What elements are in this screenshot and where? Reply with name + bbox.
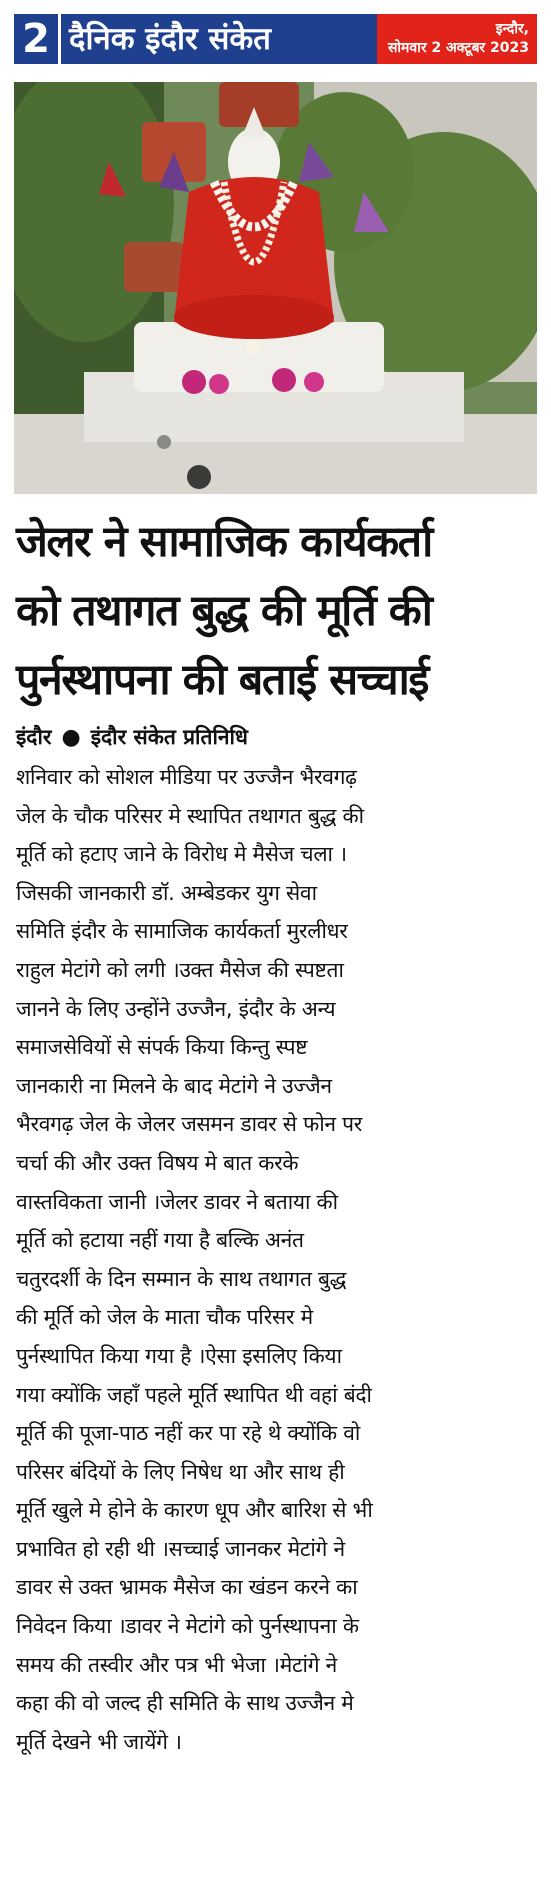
- body-line: वास्तविकता जानी ।जेलर डावर ने बताया की: [16, 1189, 338, 1214]
- headline: [16, 508, 538, 715]
- body-line: चतुरदर्शी के दिन सम्मान के साथ तथागत बुद्ध: [16, 1266, 347, 1291]
- dateline-date: सोमवार 2 अक्टूबर 2023: [387, 40, 529, 56]
- body-line: परिसर बंदियों के लिए निषेध था और साथ ही: [16, 1459, 345, 1484]
- body-line: जेल के चौक परिसर मे स्थापित तथागत बुद्ध की: [16, 803, 364, 828]
- body-line: राहुल मेटांगे को लगी ।उक्त मैसेज की स्पष्टता: [16, 957, 344, 982]
- body-line: जिसकी जानकारी डॉ. अम्बेडकर युग सेवा: [16, 880, 317, 905]
- dateline-city: इन्दौर,: [495, 21, 529, 37]
- headline-line: पुर्नस्थापना की बताई सच्चाई: [16, 655, 428, 705]
- byline: [16, 722, 538, 753]
- body-line: प्रभावित हो रही थी ।सच्चाई जानकर मेटांगे ने: [16, 1536, 345, 1561]
- byline-source: इंदौर संकेत प्रतिनिधि: [90, 725, 248, 749]
- body-line: की मूर्ति को जेल के माता चौक परिसर मे: [16, 1305, 313, 1330]
- body-line: मूर्ति को हटाए जाने के विरोध मे मैसेज चला ।: [16, 842, 347, 867]
- page-number: 2: [14, 14, 58, 64]
- body-line: गया क्योंकि जहाँ पहले मूर्ति स्थापित थी वहां बंदी: [16, 1382, 372, 1407]
- body-line: पुर्नस्थापित किया गया है ।ऐसा इसलिए किया: [16, 1343, 342, 1368]
- body-line: निवेदन किया ।डावर ने मेटांगे को पुर्नस्थापना के: [16, 1614, 359, 1639]
- article-body: [16, 758, 538, 1761]
- byline-place: इंदौर: [16, 725, 52, 749]
- body-line: चर्चा की और उक्त विषय मे बात करके: [16, 1150, 299, 1175]
- statue-photo: [14, 82, 537, 494]
- newspaper-name: दैनिक इंदौर संकेत: [58, 14, 377, 64]
- body-line: डावर से उक्त भ्रामक मैसेज का खंडन करने का: [16, 1575, 358, 1600]
- body-line: कहा की वो जल्द ही समिति के साथ उज्जैन मे: [16, 1691, 354, 1716]
- body-line: समिति इंदौर के सामाजिक कार्यकर्ता मुरलीधर: [16, 919, 348, 944]
- dateline: [377, 14, 537, 64]
- body-line: मूर्ति देखने भी जायेंगे ।: [16, 1729, 182, 1754]
- body-line: समय की तस्वीर और पत्र भी भेजा ।मेटांगे ने: [16, 1652, 337, 1677]
- body-line: जानने के लिए उन्होंने उज्जैन, इंदौर के अन्य: [16, 996, 336, 1021]
- headline-line: जेलर ने सामाजिक कार्यकर्ता: [16, 517, 432, 567]
- body-line: शनिवार को सोशल मीडिया पर उज्जैन भैरवगढ़: [16, 765, 357, 789]
- body-line: समाजसेवियों से संपर्क किया किन्तु स्पष्ट: [16, 1035, 308, 1060]
- body-line: जानकारी ना मिलने के बाद मेटांगे ने उज्जैन: [16, 1073, 332, 1098]
- body-line: भैरवगढ़ जेल के जेलर जसमन डावर से फोन पर: [16, 1112, 363, 1137]
- statue-photo-illustration: [14, 82, 537, 494]
- body-line: मूर्ति की पूजा-पाठ नहीं कर पा रहे थे क्योंकि वो: [16, 1421, 361, 1446]
- body-line: मूर्ति खुले मे होने के कारण धूप और बारिश से भी: [16, 1498, 373, 1523]
- masthead: [14, 14, 537, 64]
- headline-line: को तथागत बुद्ध की मूर्ति की: [16, 586, 432, 636]
- bullet-icon: ●: [61, 725, 81, 750]
- body-line: मूर्ति को हटाया नहीं गया है बल्कि अनंत: [16, 1228, 304, 1253]
